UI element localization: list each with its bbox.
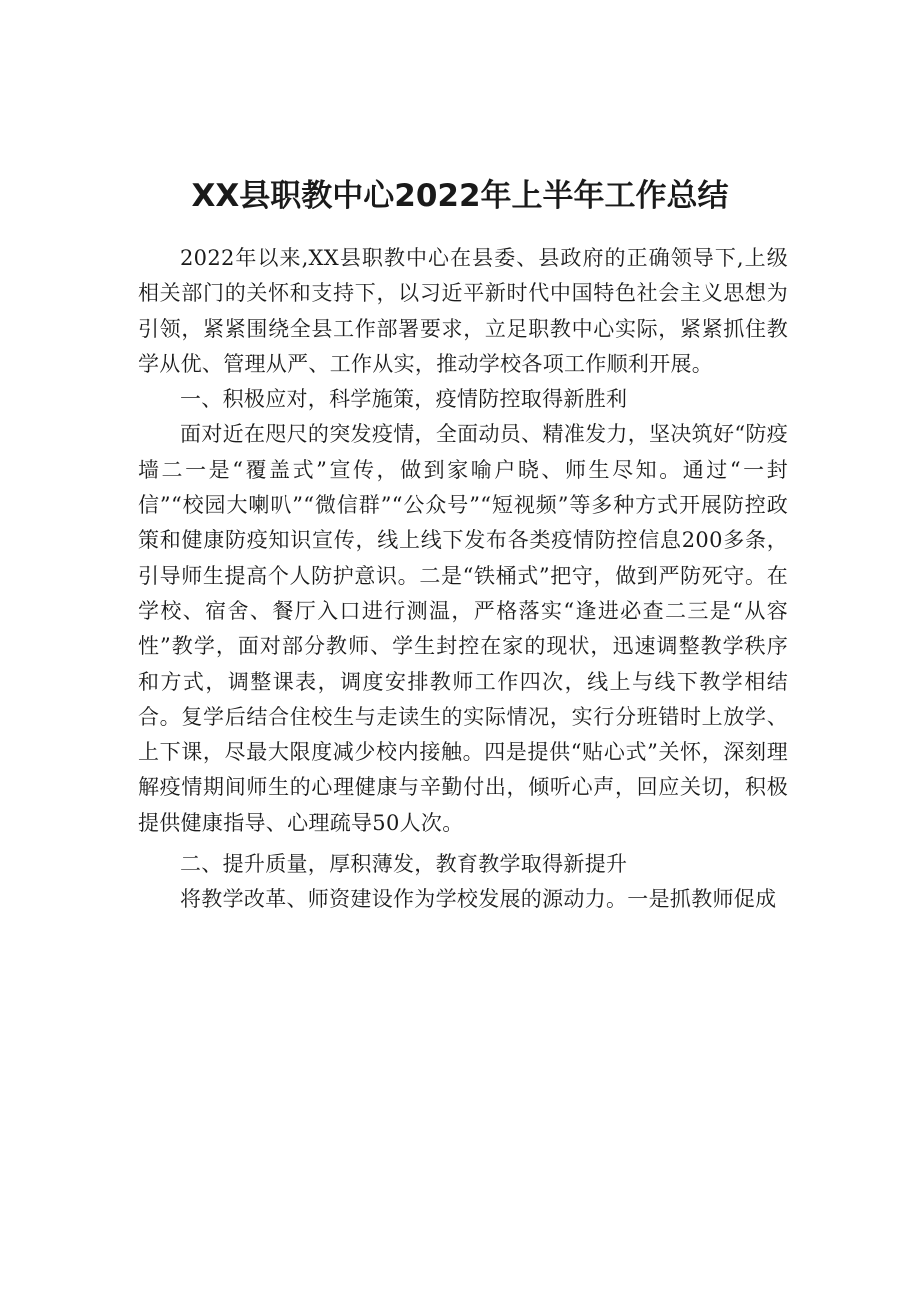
section-2-paragraph: 将教学改革、师资建设作为学校发展的源动力。一是抓教师促成 — [180, 887, 777, 912]
document-title: XX县职教中心2022年上半年工作总结 — [191, 178, 729, 214]
document-body — [138, 241, 788, 918]
section-1-heading: 一、积极应对，科学施策，疫情防控取得新胜利 — [180, 387, 628, 412]
intro-paragraph: 2022年以来,XX县职教中心在县委、县政府的正确领导下,上级相关部门的关怀和支持下，以习近平新时代中国特色社会主义思想为引领，紧紧围绕全县工作部署要求，立足职教中心实际，紧紧抓住教学从优、管理从严、工作从实，推动学校各项工作顺利开展。 — [138, 246, 788, 376]
section-1-paragraph: 面对近在咫尺的突发疫情，全面动员、精准发力，坚决筑好“防疫墙二一是“覆盖式”宣传，做到家喻户晓、师生尽知。通过“一封信”“校园大喇叭”“微信群”“公众号”“短视频”等多种方式开展防控政策和健康防疫知识宣传，线上线下发布各类疫情防控信息200多条，引导师生提高个人防护意识。二是“铁桶式”把守，做到严防死守。在学校、宿舍、餐厅入口进行测温，严格落实“逢进必查二三是“从容性”教学，面对部分教师、学生封控在家的现状，迅速调整教学秩序和方式，调整课表，调度安排教师工作四次，线上与线下教学相结合。复学后结合住校生与走读生的实际情况，实行分班错时上放学、上下课，尽最大限度减少校内接触。四是提供“贴心式”关怀，深刻理解疫情期间师生的心理健康与辛勤付出，倾听心声，回应关切，积极提供健康指导、心理疏导50人次。 — [138, 422, 788, 835]
section-2-heading: 二、提升质量，厚积薄发，教育教学取得新提升 — [180, 852, 628, 877]
